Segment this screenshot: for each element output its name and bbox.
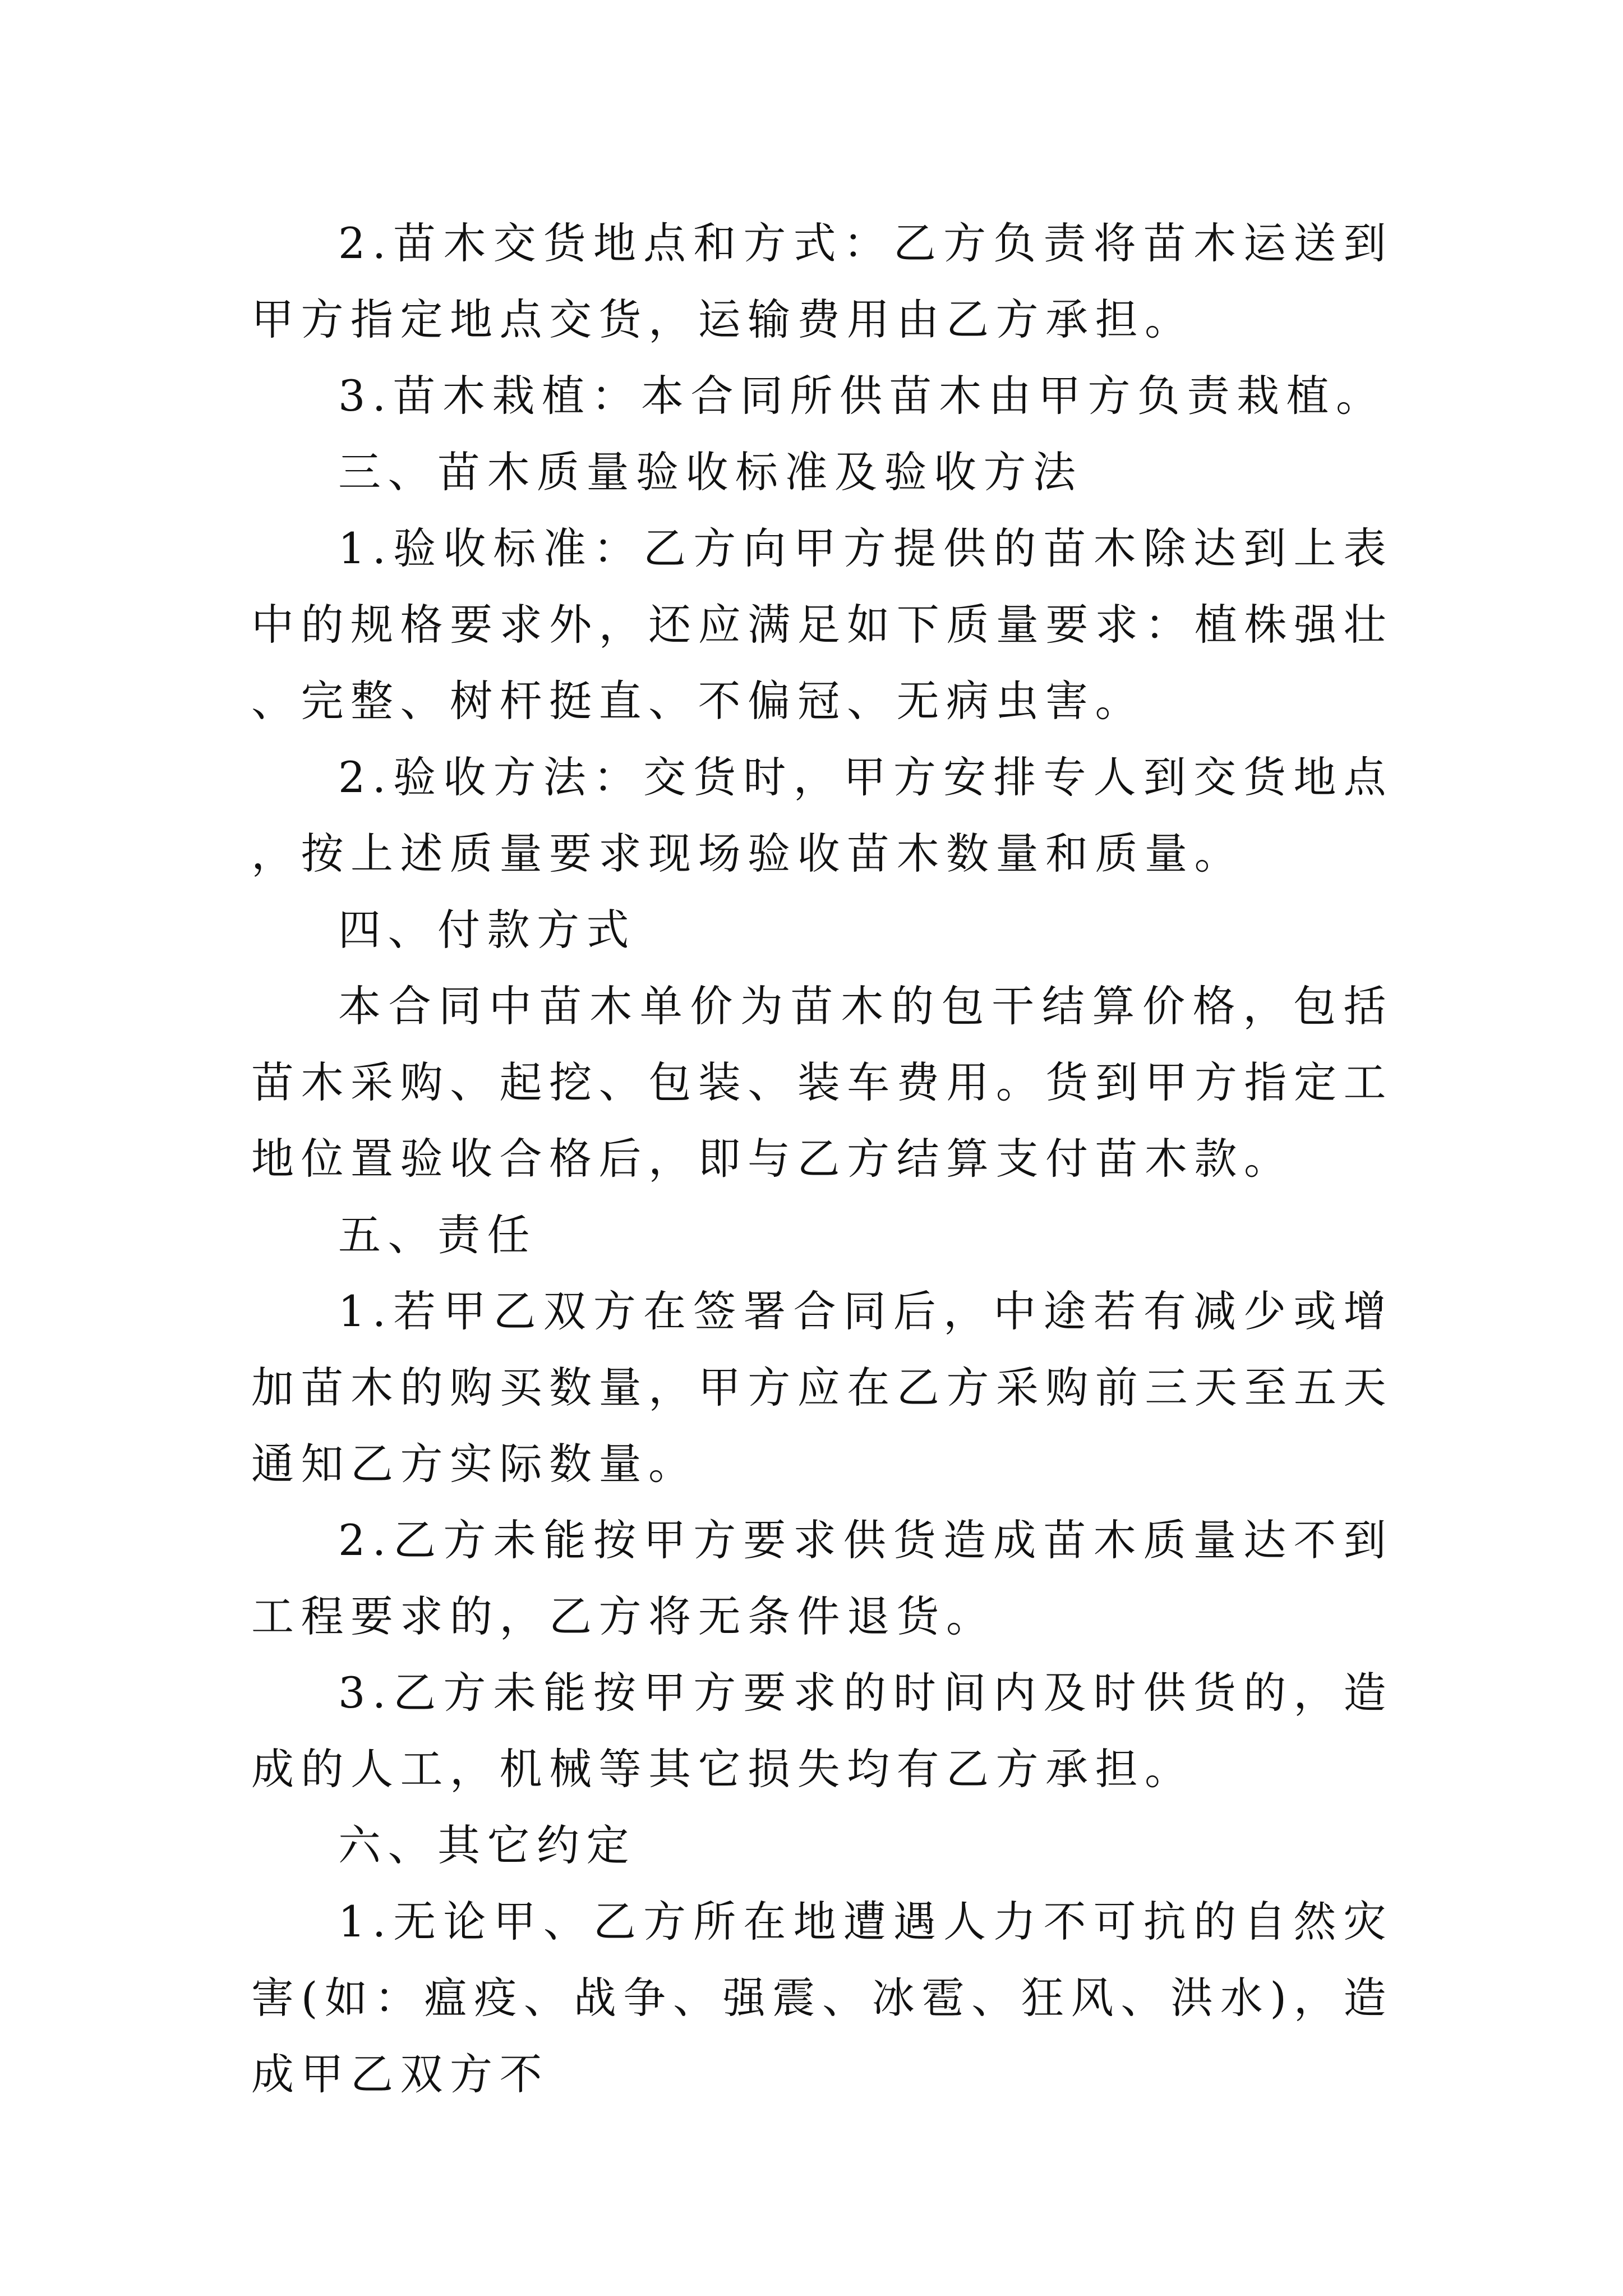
paragraph-quality-return: 2.乙方未能按甲方要求供货造成苗木质量达不到工程要求的，乙方将无条件退货。: [251, 1515, 1393, 1641]
document-body: [251, 205, 1393, 2113]
paragraph-quantity-change: 1.若甲乙双方在签署合同后，中途若有减少或增加苗木的购买数量，甲方应在乙方采购前三天至五天通知乙方实际数量。: [251, 1286, 1393, 1489]
section-heading-other-terms: 六、其它约定: [338, 1820, 636, 1870]
paragraph-planting: 3.苗木栽植：本合同所供苗木由甲方负责栽植。: [338, 371, 1386, 421]
section-heading-quality-acceptance: 三、苗木质量验收标准及验收方法: [338, 447, 1083, 497]
paragraph-acceptance-standard: 1.验收标准：乙方向甲方提供的苗木除达到上表中的规格要求外，还应满足如下质量要求：植株强壮、完整、树杆挺直、不偏冠、无病虫害。: [251, 523, 1393, 726]
section-heading-liability: 五、责任: [338, 1210, 537, 1260]
section-heading-payment: 四、付款方式: [338, 905, 636, 955]
paragraph-acceptance-method: 2.验收方法：交货时，甲方安排专人到交货地点，按上述质量要求现场验收苗木数量和质量。: [251, 752, 1393, 878]
paragraph-force-majeure: 1.无论甲、乙方所在地遭遇人力不可抗的自然灾害(如：瘟疫、战争、强震、冰雹、狂风、洪水)，造成甲乙双方不: [251, 1897, 1393, 2099]
paragraph-late-delivery: 3.乙方未能按甲方要求的时间内及时供货的，造成的人工，机械等其它损失均有乙方承担。: [251, 1668, 1393, 1794]
paragraph-delivery-location: 2.苗木交货地点和方式：乙方负责将苗木运送到甲方指定地点交货，运输费用由乙方承担。: [251, 218, 1393, 344]
paragraph-payment-terms: 本合同中苗木单价为苗木的包干结算价格，包括苗木采购、起挖、包装、装车费用。货到甲方指定工地位置验收合格后，即与乙方结算支付苗木款。: [251, 981, 1393, 1184]
